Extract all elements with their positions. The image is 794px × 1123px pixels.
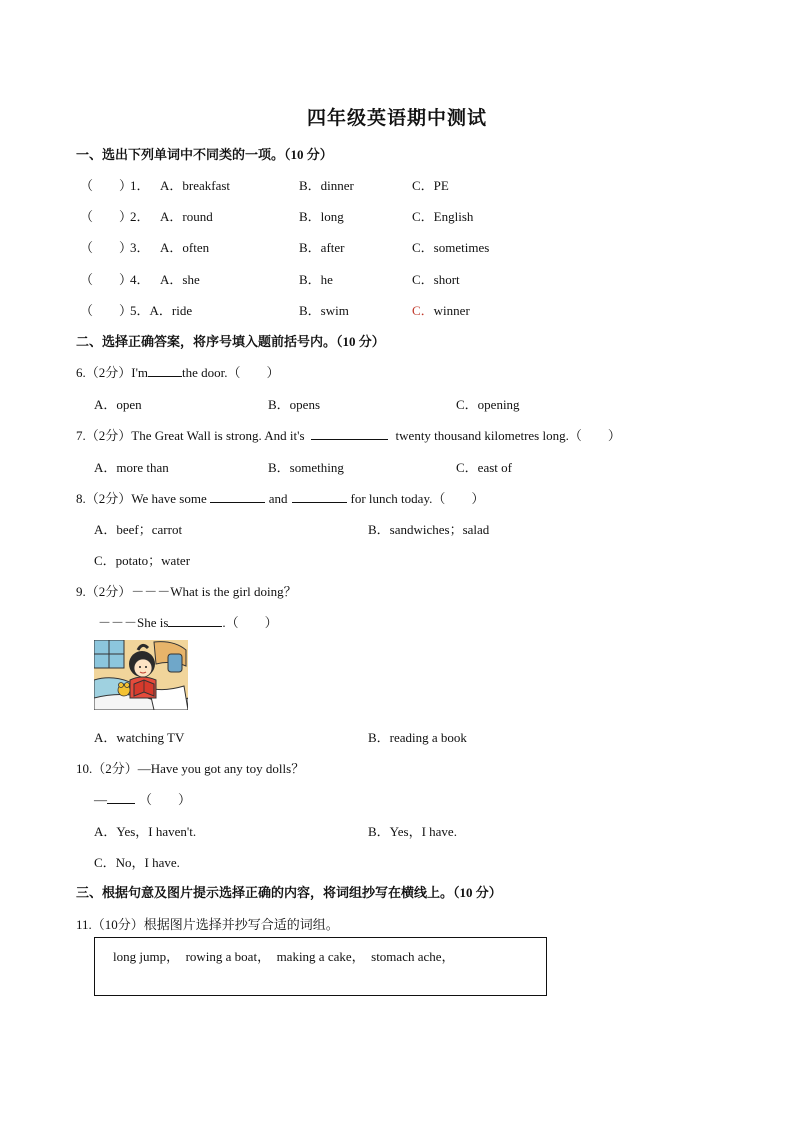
q8-blank-2 <box>292 490 347 503</box>
q10-answer-suffix: （ ） <box>139 792 192 807</box>
q7-blank <box>311 427 388 440</box>
option-c-word: winner <box>433 303 470 318</box>
option-c-letter: C． <box>412 240 434 255</box>
question-7 <box>76 425 621 444</box>
q8-blank-1 <box>210 490 265 503</box>
option-c-letter: C． <box>412 209 434 224</box>
answer-paren: （ ） <box>80 272 133 287</box>
section3-heading: 三、根据句意及图片提示选择正确的内容，将词组抄写在横线上。（10 分） <box>76 885 502 900</box>
q11-stem: 11.（10分）根据图片选择并抄写合适的词组。 <box>76 917 339 932</box>
q6-blank <box>148 364 182 377</box>
q7-option-c: C．east of <box>456 460 512 475</box>
q7-option-b: B．something <box>268 460 344 475</box>
option-c-letter: C． <box>412 178 434 193</box>
q10-option-a: A．Yes，I haven't. <box>94 824 197 839</box>
q6-stem: 6.（2分）I'm <box>76 365 149 380</box>
girl-reading-picture <box>94 640 188 710</box>
q10-option-b: B．Yes，I have. <box>368 824 457 839</box>
q9-stem: 9.（2分）－－－What is the girl doing？ <box>76 584 297 599</box>
q8-option-a: A．beef；carrot <box>94 522 183 537</box>
word-bank-text: long jump， rowing a boat， making a cake， stomach ache， <box>113 949 455 964</box>
q9-answer-suffix: .（ ） <box>222 615 278 630</box>
q10-answer-prefix: — <box>94 792 107 807</box>
answer-paren: （ ） <box>80 303 133 318</box>
item-number: 2． <box>130 209 150 224</box>
q9-answer-prefix: －－－She is <box>98 615 169 630</box>
q9-option-a: A．watching TV <box>94 730 185 745</box>
option-a: A．she <box>160 272 200 287</box>
item-number: 5．A．ride <box>130 303 193 318</box>
q10-option-c: C．No，I have. <box>94 855 180 870</box>
option-c-word: English <box>433 209 474 224</box>
q10-answer-line <box>94 789 191 808</box>
q7-option-a: A．more than <box>94 460 169 475</box>
q8-option-b: B．sandwiches；salad <box>368 522 490 537</box>
q6-stem-end: the door.（ ） <box>182 365 280 380</box>
option-c-letter: C． <box>412 303 434 318</box>
answer-paren: （ ） <box>80 178 133 193</box>
q9-option-b: B．reading a book <box>368 730 467 745</box>
option-a: A．round <box>160 209 213 224</box>
option-b: B．he <box>299 272 333 287</box>
option-c-word: PE <box>433 178 449 193</box>
page-title: 四年级英语期中测试 <box>306 108 487 129</box>
q10-stem: 10.（2分）—Have you got any toy dolls？ <box>76 761 305 776</box>
question-6 <box>76 362 280 381</box>
item-number: 4． <box>130 272 150 287</box>
item-number: 3． <box>130 240 150 255</box>
q8-stem-end: for lunch today.（ ） <box>350 491 485 506</box>
q6-option-a: A．open <box>94 397 142 412</box>
option-b: B．dinner <box>299 178 354 193</box>
option-a: A．often <box>160 240 210 255</box>
option-c-word: short <box>433 272 460 287</box>
q6-option-c: C．opening <box>456 397 520 412</box>
q7-stem: 7.（2分）The Great Wall is strong. And it's <box>76 428 305 443</box>
section1-heading: 一、选出下列单词中不同类的一项。（10 分） <box>76 147 333 162</box>
option-b: B．swim <box>299 303 349 318</box>
answer-paren: （ ） <box>80 240 133 255</box>
q9-blank <box>168 614 222 627</box>
q8-stem-mid: and <box>268 491 288 506</box>
q8-stem: 8.（2分）We have some <box>76 491 207 506</box>
answer-paren: （ ） <box>80 209 133 224</box>
question-8 <box>76 488 484 507</box>
option-a: A．breakfast <box>160 178 231 193</box>
q8-option-c: C．potato；water <box>94 553 191 568</box>
q9-answer-line <box>98 612 278 631</box>
q7-stem-end: twenty thousand kilometres long.（ ） <box>395 428 621 443</box>
option-b: B．long <box>299 209 344 224</box>
section2-heading: 二、选择正确答案，将序号填入题前括号内。（10 分） <box>76 334 385 349</box>
q6-option-b: B．opens <box>268 397 321 412</box>
q10-blank <box>107 791 135 804</box>
option-c-word: sometimes <box>433 240 490 255</box>
option-c-letter: C． <box>412 272 434 287</box>
option-b: B．after <box>299 240 345 255</box>
item-number: 1． <box>130 178 150 193</box>
word-bank-box <box>94 937 547 996</box>
